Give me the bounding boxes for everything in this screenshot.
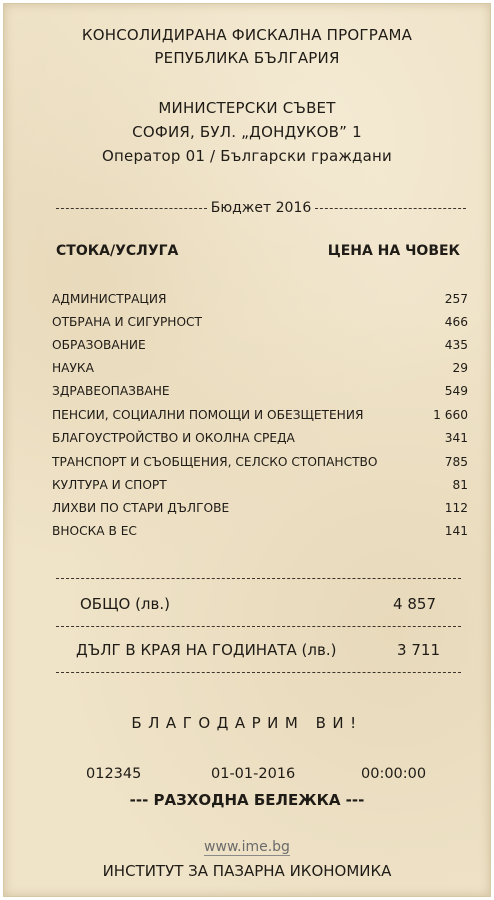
item-value: 29 [452,361,468,375]
item-value: 112 [444,501,468,515]
list-item [52,501,468,521]
receipt-type: --- РАЗХОДНА БЕЛЕЖКА --- [129,791,365,809]
list-item [52,292,468,312]
dash-right [315,208,466,209]
list-item [52,338,468,358]
thanks-message: БЛАГОДАРИМ ВИ! [131,714,363,732]
item-name: ЛИХВИ ПО СТАРИ ДЪЛГОВЕ [52,501,230,515]
list-item [52,455,468,475]
header-program: КОНСОЛИДИРАНА ФИСКАЛНА ПРОГРАМА [81,26,413,44]
dash-left [56,208,207,209]
item-name: ВНОСКА В ЕС [52,524,137,538]
item-value: 785 [444,455,468,469]
organization-name: ИНСТИТУТ ЗА ПАЗАРНА ИКОНОМИКА [102,862,392,880]
separator [56,626,461,627]
receipt-time: 00:00:00 [361,766,427,782]
list-item [52,361,468,381]
debt-label: ДЪЛГ В КРАЯ НА ГОДИНАТА (лв.) [76,641,337,659]
item-name: КУЛТУРА И СПОРТ [52,478,167,492]
item-value: 341 [444,431,468,445]
header-country: РЕПУБЛИКА БЪЛГАРИЯ [154,49,340,67]
receipt-number: 012345 [86,766,142,782]
debt-value: 3 711 [397,641,440,659]
total-label: ОБЩО (лв.) [80,595,170,613]
budget-separator [56,198,466,218]
header-ministry: МИНИСТЕРСКИ СЪВЕТ [158,99,336,117]
item-name: БЛАГОУСТРОЙСТВО И ОКОЛНА СРЕДА [52,431,295,445]
website-link-text[interactable]: www.ime.bg [204,839,290,855]
item-name: ЗДРАВЕОПАЗВАНЕ [52,384,170,398]
column-price-header: ЦЕНА НА ЧОВЕК [327,243,460,259]
list-item [52,431,468,451]
receipt-date: 01-01-2016 [211,766,296,782]
item-name: ОБРАЗОВАНИЕ [52,338,146,352]
item-value: 257 [444,292,468,306]
header-address: СОФИЯ, БУЛ. „ДОНДУКОВ” 1 [132,123,362,141]
item-name: АДМИНИСТРАЦИЯ [52,292,167,306]
item-value: 1 660 [433,408,468,422]
list-item [52,384,468,404]
item-name: ТРАНСПОРТ И СЪОБЩЕНИЯ, СЕЛСКО СТОПАНСТВО [52,455,378,469]
item-value: 466 [444,315,468,329]
item-name: ПЕНСИИ, СОЦИАЛНИ ПОМОЩИ И ОБЕЗЩЕТЕНИЯ [52,408,364,422]
column-item-header: СТОКА/УСЛУГА [56,243,179,259]
item-value: 141 [444,524,468,538]
separator [56,672,461,673]
website-link[interactable] [4,839,490,855]
item-name: ОТБРАНА И СИГУРНОСТ [52,315,202,329]
item-value: 549 [444,384,468,398]
header-operator: Оператор 01 / Български граждани [102,147,392,165]
receipt [3,3,491,897]
list-item [52,478,468,498]
total-value: 4 857 [393,595,436,613]
list-item [52,315,468,335]
list-item [52,408,468,428]
item-value: 81 [452,478,468,492]
separator [56,578,461,579]
list-item [52,524,468,544]
budget-label: Бюджет 2016 [210,200,312,216]
item-value: 435 [444,338,468,352]
item-name: НАУКА [52,361,94,375]
